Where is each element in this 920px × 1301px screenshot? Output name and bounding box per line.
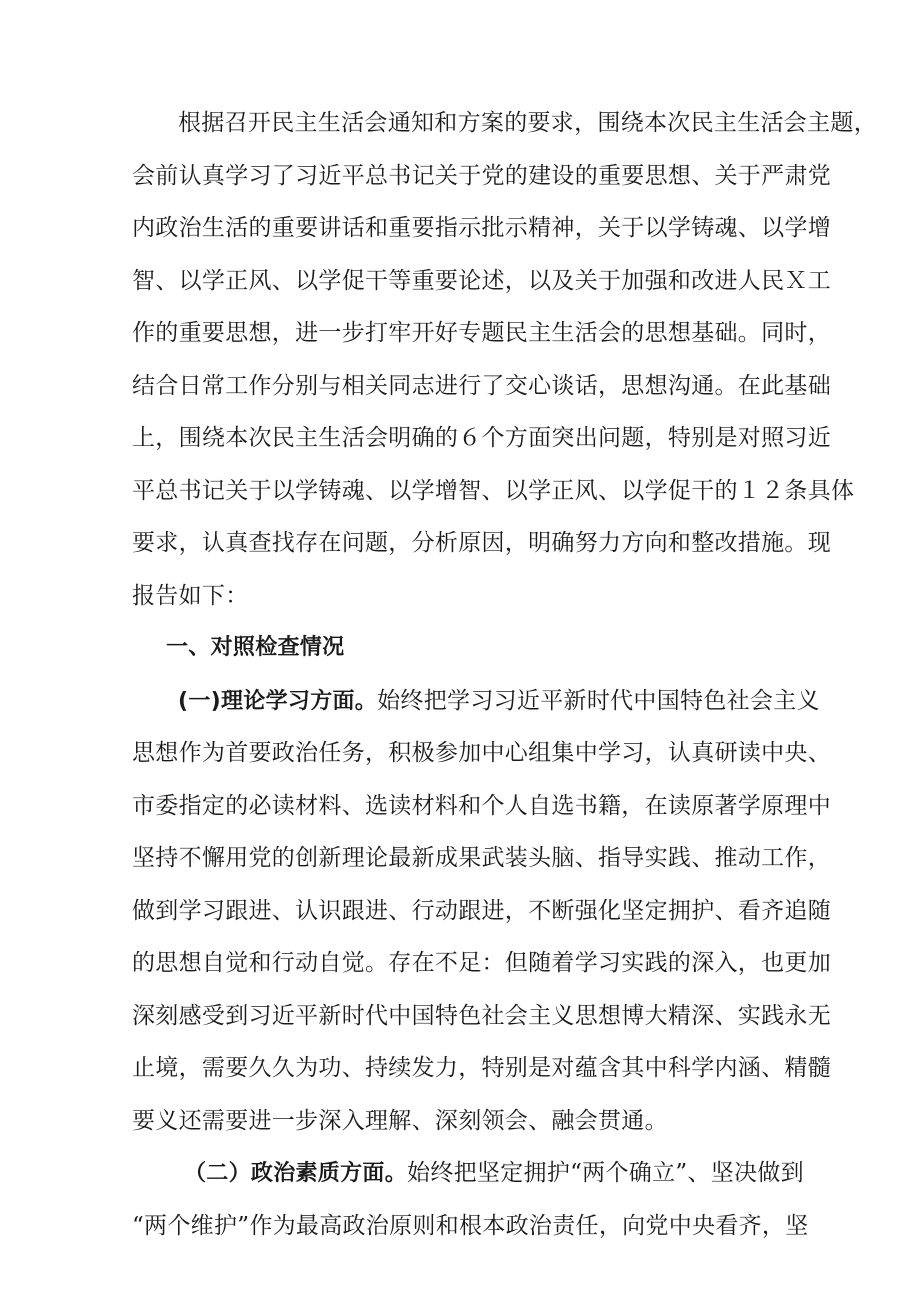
text-line: 根据召开民主生活会通知和方案的要求，围绕本次民主生活会主题， (178, 110, 877, 136)
text-line: 上，围绕本次民主生活会明确的６个方面突出问题，特别是对照习近 (132, 425, 831, 451)
text-line: “两个维护”作为最高政治原则和根本政治责任，向党中央看齐，坚 (132, 1212, 809, 1239)
text-line: 报告如下： (132, 582, 249, 609)
document-body (132, 108, 877, 1241)
text-line: 作的重要思想，进一步打牢开好专题民主生活会的思想基础。同时， (132, 320, 831, 346)
text-line: 思想作为首要政治任务，积极参加中心组集中学习，认真研读中央、 (132, 740, 831, 766)
item2-paragraph (132, 1158, 809, 1241)
text-line: 深刻感受到习近平新时代中国特色社会主义思想博大精深、实践永无 (132, 1002, 831, 1029)
text-line: 内政治生活的重要讲话和重要指示批示精神，关于以学铸魂、以学增 (132, 215, 831, 241)
intro-paragraph (132, 108, 877, 611)
item1-first-rest: 始终把学习习近平新时代中国特色社会主义 (377, 687, 820, 714)
item1-first-line (132, 686, 820, 716)
text-line: 止境，需要久久为功、持续发力，特别是对蕴含其中科学内涵、精髓 (132, 1055, 831, 1081)
section-heading: 一、对照检查情况 (166, 635, 345, 660)
section-heading-paragraph (132, 633, 802, 663)
text-line: 坚持不懈用党的创新理论最新成果武装头脑、指导实践、推动工作， (132, 845, 831, 871)
item2-first-line (132, 1158, 802, 1188)
text-line: 的思想自觉和行动自觉。存在不足：但随着学习实践的深入，也更加 (132, 950, 831, 976)
text-line: 市委指定的必读材料、选读材料和个人自选书籍，在读原著学原理中 (132, 792, 831, 819)
text-line: 智、以学正风、以学促干等重要论述，以及关于加强和改进人民Ｘ工 (132, 267, 831, 294)
item1-paragraph (132, 686, 831, 1136)
text-line: 会前认真学习了习近平总书记关于党的建设的重要思想、关于严肃党 (132, 162, 831, 189)
text-line: 要求，认真查找存在问题，分析原因，明确努力方向和整改措施。现 (132, 530, 831, 556)
text-line: 平总书记关于以学铸魂、以学增智、以学正风、以学促干的１２条具体 (132, 477, 855, 504)
text-line: 要义还需要进一步深入理解、深刻领会、融会贯通。 (132, 1107, 668, 1134)
text-line: 结合日常工作分别与相关同志进行了交心谈话，思想沟通。在此基础 (132, 372, 831, 399)
text-line: 做到学习跟进、认识跟进、行动跟进，不断强化坚定拥护、看齐追随 (132, 897, 831, 924)
item1-lead: (一)理论学习方面。 (178, 688, 378, 714)
item2-first-rest: 始终把坚定拥护“两个确立”、坚决做到 (407, 1160, 804, 1186)
item2-lead: （二）政治素质方面。 (184, 1161, 408, 1186)
